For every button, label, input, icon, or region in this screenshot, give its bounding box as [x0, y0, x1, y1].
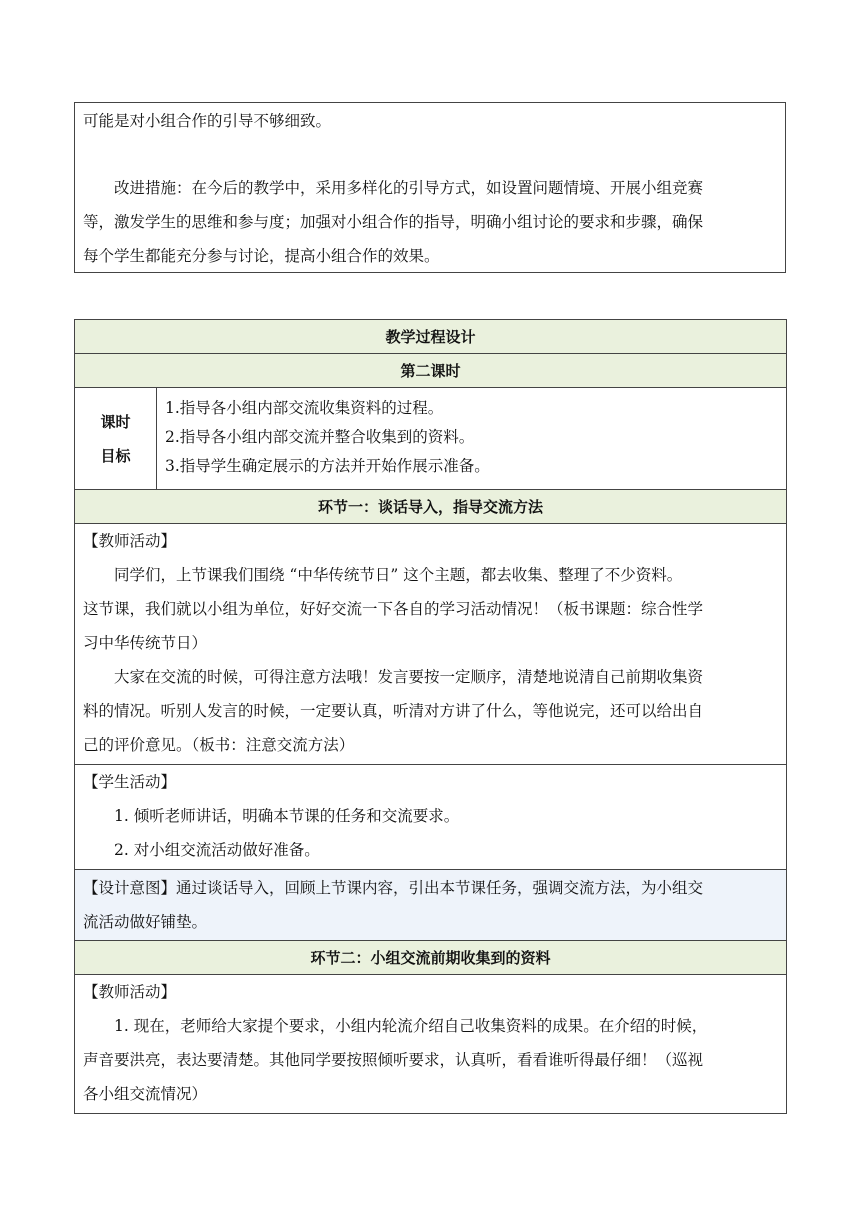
teacher-text-line: 各小组交流情况） — [83, 1085, 208, 1103]
student-text-line: 1. 倾听老师讲话，明确本节课的任务和交流要求。 — [114, 807, 460, 825]
section-1-student-activity — [75, 765, 787, 870]
section-1-title: 环节一：谈话导入，指导交流方法 — [75, 490, 787, 524]
teacher-activity-label: 【教师活动】 — [83, 532, 177, 550]
teacher-text-line: 同学们，上节课我们围绕 “中华传统节日” 这个主题，都去收集、整理了不少资料。 — [114, 566, 683, 584]
teacher-text-line: 这节课，我们就以小组为单位，好好交流一下各自的学习活动情况！（板书课题：综合性学 — [83, 600, 704, 618]
section-2-teacher-activity — [75, 975, 787, 1114]
goal-label-line-1: 课时 — [100, 412, 131, 431]
goal-item: 3.指导学生确定展示的方法并开始作展示准备。 — [165, 457, 490, 475]
goal-item: 1.指导各小组内部交流收集资料的过程。 — [165, 399, 444, 417]
reflection-box — [74, 102, 786, 273]
section-1-design-intent — [75, 870, 787, 941]
teacher-text-line: 1. 现在，老师给大家提个要求，小组内轮流介绍自己收集资料的成果。在介绍的时候， — [114, 1017, 708, 1035]
teacher-text-line: 料的情况。听别人发言的时候，一定要认真，听清对方讲了什么，等他说完，还可以给出自 — [83, 702, 704, 720]
section-1-teacher-activity — [75, 524, 787, 765]
student-text-line: 2. 对小组交流活动做好准备。 — [114, 841, 320, 859]
teacher-activity-label: 【教师活动】 — [83, 983, 177, 1001]
teacher-text-line: 声音要洪亮，表达要清楚。其他同学要按照倾听要求，认真听，看看谁听得最仔细！（巡视 — [83, 1051, 704, 1069]
improvement-line-2: 等，激发学生的思维和参与度；加强对小组合作的指导，明确小组讨论的要求和步骤，确保 — [83, 213, 704, 231]
improvement-line-1: 改进措施：在今后的教学中，采用多样化的引导方式，如设置问题情境、开展小组竞赛 — [114, 179, 704, 197]
goal-label-line-2: 目标 — [100, 446, 131, 465]
design-intent-line-1: 【设计意图】通过谈话导入，回顾上节课内容，引出本节课任务，强调交流方法，为小组交 — [83, 879, 704, 897]
improvement-line-3: 每个学生都能充分参与讨论，提高小组合作的效果。 — [83, 247, 440, 265]
goal-list — [157, 388, 787, 490]
section-2-title: 环节二：小组交流前期收集到的资料 — [75, 941, 787, 975]
teacher-text-line: 己的评价意见。（板书：注意交流方法） — [83, 736, 355, 754]
design-intent-line-2: 流活动做好铺垫。 — [83, 913, 208, 931]
teacher-text-line: 大家在交流的时候，可得注意方法哦！发言要按一定顺序，清楚地说清自己前期收集资 — [114, 668, 704, 686]
goal-label — [75, 388, 157, 490]
lesson-title: 第二课时 — [75, 354, 787, 388]
reflection-line: 可能是对小组合作的引导不够细致。 — [83, 112, 332, 130]
student-activity-label: 【学生活动】 — [83, 773, 177, 791]
table-title: 教学过程设计 — [75, 320, 787, 354]
teacher-text-line: 习中华传统节日） — [83, 634, 208, 652]
goal-item: 2.指导各小组内部交流并整合收集到的资料。 — [165, 428, 475, 446]
teaching-process-table — [74, 319, 787, 1114]
